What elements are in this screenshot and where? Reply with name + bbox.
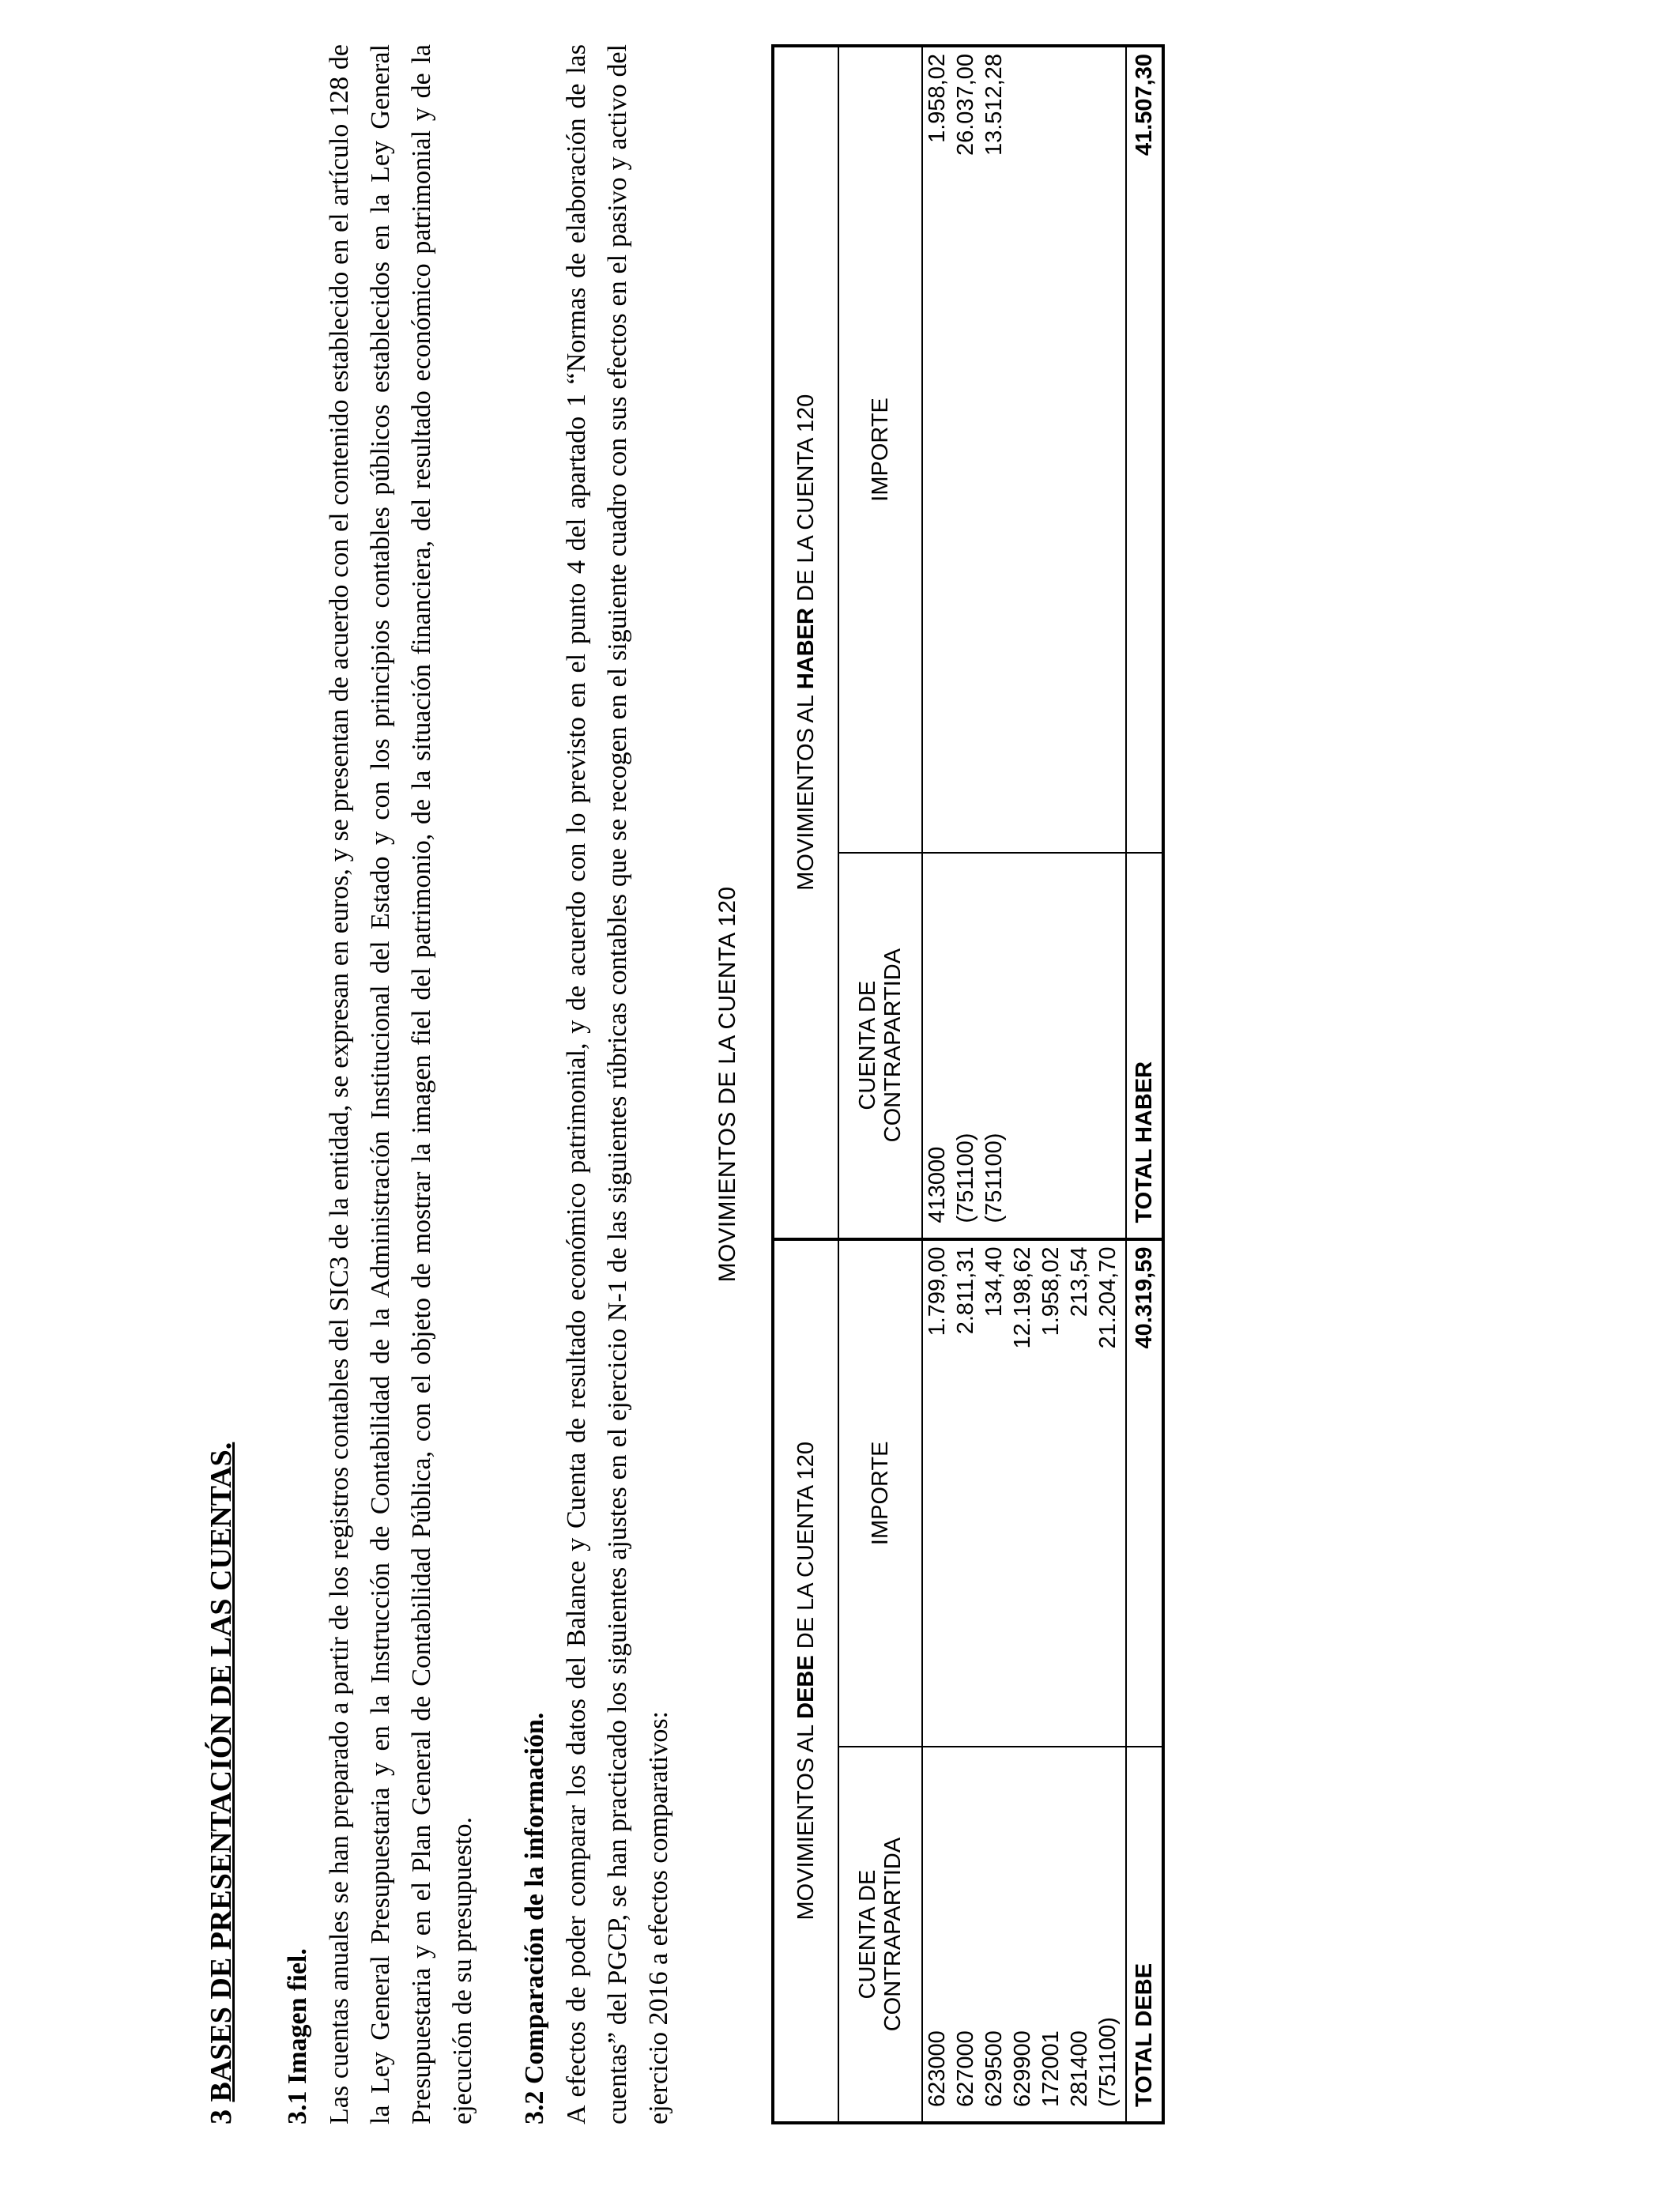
table-body-row: [922, 46, 1126, 2123]
movements-table: [771, 44, 1165, 2124]
subsection-title-comparacion: 3.2 Comparación de la información.: [520, 1712, 549, 2124]
haber-col-importe-header: IMPORTE: [838, 46, 922, 853]
haber-cuenta-cell: [922, 853, 1126, 1239]
debe-col-cuenta-line1: CUENTA DE: [855, 1869, 880, 2000]
totals-row: [1126, 46, 1163, 2123]
section-heading: [204, 44, 239, 2124]
haber-cuenta-value: (751100): [953, 1133, 978, 1223]
debe-cuenta-value: 172001: [1038, 2030, 1064, 2107]
debe-cuenta-value: 629900: [1010, 2030, 1035, 2107]
haber-col-cuenta-header: [838, 853, 922, 1239]
section-title: BASES DE PRESENTACIÓN DE LAS CUENTAS.: [205, 1442, 238, 2102]
total-haber-label: TOTAL HABER: [1126, 853, 1163, 1239]
debe-importe-value: 1.958,02: [1038, 1246, 1064, 1336]
haber-header-suffix: DE LA CUENTA 120: [793, 394, 819, 609]
debe-importe-value: 2.811,31: [953, 1246, 978, 1335]
haber-col-cuenta-line2: CONTRAPARTIDA: [880, 948, 906, 1143]
paragraph-comparacion: A efectos de poder comparar los datos del Balance y Cuenta de resultado económico patrimonial, y de acuerdo con lo previsto en el punto 4 del apartado 1 “Normas de elaboración de las cuentas” del PGCP, se han practicado los siguientes ajustes en el ejercicio N-1 de las siguientes rúbricas contables que se recogen en el siguiente cuadro con sus efectos en el pasivo y activo del ejercicio 2016 a efectos comparativos:: [562, 44, 673, 2124]
debe-importe-cell: [922, 1239, 1126, 1747]
table-caption: MOVIMIENTOS DE LA CUENTA 120: [714, 886, 740, 1283]
section-number: 3: [205, 2109, 238, 2124]
haber-header-bold: HABER: [793, 608, 819, 690]
debe-cuenta-cell: [922, 1747, 1126, 2123]
subsection-title-imagen-fiel: 3.1 Imagen fiel.: [283, 1948, 312, 2124]
debe-col-importe-header: IMPORTE: [838, 1239, 922, 1747]
debe-group-header: [773, 1239, 838, 2123]
debe-importe-value: 213,54: [1067, 1246, 1092, 1318]
total-debe-label: TOTAL DEBE: [1126, 1747, 1163, 2123]
debe-cuenta-value: 281400: [1067, 2030, 1092, 2107]
haber-col-cuenta-line1: CUENTA DE: [855, 980, 880, 1110]
document-content: [204, 44, 1165, 2124]
haber-group-header: [773, 46, 838, 1239]
debe-importe-value: 21.204,70: [1095, 1246, 1121, 1349]
haber-cuenta-value: (751100): [981, 1133, 1007, 1223]
total-debe-value: 40.319,59: [1126, 1239, 1163, 1747]
debe-header-bold: DEBE: [793, 1655, 819, 1719]
debe-header-suffix: DE LA CUENTA 120: [793, 1442, 819, 1656]
paragraph-imagen-fiel: Las cuentas anuales se han preparado a partir de los registros contables del SIC3 de la entidad, se expresan en euros, y se presentan de acuerdo con el contenido establecido en el artículo 128 de la Ley General Presupuestaria y en la Instrucción de Contabilidad de la Administración Institucional del Estado y con los principios contables públicos establecidos en la Ley General Presupuestaria y en el Plan General de Contabilidad Pública, con el objeto de mostrar la imagen fiel del patrimonio, de la situación financiera, del resultado económico patrimonial y de la ejecución de su presupuesto.: [325, 44, 477, 2124]
haber-importe-value: 13.512,28: [981, 54, 1007, 156]
haber-importe-value: 1.958,02: [925, 54, 950, 143]
haber-header-prefix: MOVIMIENTOS AL: [793, 689, 819, 891]
debe-importe-value: 1.799,00: [925, 1246, 950, 1336]
debe-col-cuenta-header: [838, 1747, 922, 2123]
total-haber-value: 41.507,30: [1126, 46, 1163, 853]
debe-header-prefix: MOVIMIENTOS AL: [793, 1718, 819, 1921]
haber-importe-cell: [922, 46, 1126, 853]
debe-cuenta-value: (751100): [1095, 2017, 1121, 2107]
haber-cuenta-value: 413000: [925, 1146, 950, 1223]
haber-importe-value: 26.037,00: [953, 54, 978, 156]
debe-importe-value: 134,40: [981, 1246, 1007, 1318]
debe-cuenta-value: 623000: [925, 2030, 950, 2107]
debe-col-cuenta-line2: CONTRAPARTIDA: [880, 1837, 906, 2032]
debe-cuenta-value: 627000: [953, 2030, 978, 2107]
debe-cuenta-value: 629500: [981, 2030, 1007, 2107]
debe-importe-value: 12.198,62: [1010, 1246, 1035, 1349]
